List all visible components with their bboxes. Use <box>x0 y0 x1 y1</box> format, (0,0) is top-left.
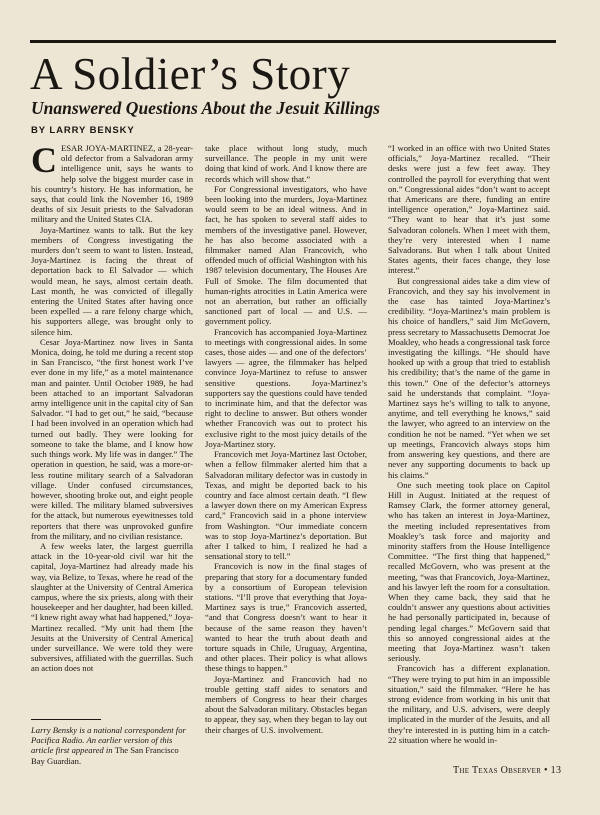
drop-cap: C <box>31 140 57 180</box>
paragraph: Francovich has accompanied Joya-Martinez to meetings with congressional aides. In some cases, those aides — and one of the defectors’ lawyers — agree, the filmmaker has helped convince Joya-Martinez to refuse to answer sensitive questions. Joya-Martinez’s supporters say the questions could have tended to incriminate him, and that the defector was right to decline to answer. But others wonder whether Francovich was out to protect his exclusive right to the most juicy details of the Joya-Martinez story. <box>205 326 367 449</box>
page-footer <box>453 765 561 776</box>
headline: A Soldier’s Story <box>30 49 351 99</box>
bio-divider <box>31 719 101 720</box>
paragraph: Cesar Joya-Martinez now lives in Santa Monica, doing, he told me during a recent stop in San Francisco, “the first honest work I’ve ever done in my life,” as a motel maintenance man and painter. Until October 1989, he had been attached to an important Salvadoran army intelligence unit in the capital city of San Salvador. “I had to get out,” he said, “because I had been involved in an operation which had turned out badly. They were looking for someone to take the blame, and I know how such things work. My life was in danger.” The operation in question, he said, was a more-or-less routine military search of a Salvadoran village. Under confused circumstances, however, shooting broke out, and eight people were killed. The military blamed subversives for the attack, but numerous eyewitnesses told reporters that there was unprovoked gunfire from the military, and no civilian resistance. <box>31 336 193 541</box>
paragraph: Joya-Martinez wants to talk. But the key members of Congress investigating the murders don’t seem to want to listen. Instead, Joya-Martinez is facing the threat of deportation back to El Salvador — which would mean, he says, almost certain death. Last month, he was convicted of illegally entering the United States after having once been expelled — a rare felony charge which, his supporters allege, was brought only to silence him. <box>31 224 193 337</box>
paragraph: A few weeks later, the largest guerrilla attack in the 10-year-old civil war hit the capital, Joya-Martinez had already made his way, via Belize, to Texas, where he read of the slaughter at the University of Central America campus, where the six priests, along with their housekeeper and her daughter, had been killed. “I knew right away what had happened,” Joya-Martinez recalled. “My unit had them [the Jesuits at the University of Central America] under surveillance. We were told they were subversives, affiliated with the guerrillas. Such an action does not <box>31 540 193 674</box>
column-1 <box>31 140 193 815</box>
paragraph: “I worked in an office with two United States officials,” Joya-Martinez recalled. “Their desks were just a few feet away. They controlled the payroll for everything that went on.” Congressional aides “don’t want to accept that Americans are there, funding an entire intelligence operation,” Joya-Martinez said. “They want to hear that it’s just some Salvadoran colonels. When I meet with them, they’re very interested when I name Salvadorans. But when I talk about United States agents, their faces change, they lose interest.” <box>388 143 550 276</box>
magazine-name: The Texas Observer <box>453 765 542 776</box>
paragraph-lead: CESAR JOYA-MARTINEZ, a 28-year-old defector from a Salvadoran army intelligence unit, says he wants to help solve the biggest murder case in his country’s history. He has information, he says, that could link the November 16, 1989 deaths of six Jesuit priests to the Salvadoran military and the United States CIA. <box>31 140 193 225</box>
paragraph: Joya-Martinez and Francovich had no trouble getting staff aides to senators and members of Congress to hear their charges about the Salvadoran military. Obstacles began to appear, they say, when they began to lay out their charges of U.S. involvement. <box>205 673 367 735</box>
footer-separator: • <box>544 765 551 776</box>
paragraph: One such meeting took place on Capitol Hill in August. Initiated at the request of Ramsey Clark, the former attorney general, who has taken an interest in Joya-Martinez, the meeting included representatives from Moakley’s task force and majority and minority staffers from the House Intelligence Committee. “The first thing that happened,” recalled McGovern, who was present at the meeting, “was that Francovich, Joya-Martinez, and his lawyer left the room for a consultation. When they came back, they said that he couldn’t answer any questions about activities he had personally participated in, because of pending legal charges.” McGovern said that this so annoyed congressional aides at the meeting that Joya-Martinez wasn’t taken seriously. <box>388 479 550 664</box>
top-rule <box>30 40 556 43</box>
paragraph: For Congressional investigators, who have been looking into the murders, Joya-Martinez would seem to be an ideal witness. And in fact, he has spoken to several staff aides to members of the investigative panel. However, he has also become associated with a filmmaker named Alan Francovich, who offended much of official Washington with his 1987 television documentary, The Houses Are Full of Smoke. The film documented that human-rights atrocities in Latin America were not an aberration, but rather an officially sanctioned part of local — and U.S. — government policy. <box>205 183 367 327</box>
paragraph: Francovich is now in the final stages of preparing that story for a documentary funded by a consortium of European television stations. “I’ll prove that everything that Joya-Martinez says is true,” Francovich asserted, “and that Congress doesn’t want to hear it because of the same reason they haven’t wanted to hear the truth about death and torture squads in Chile, Uruguay, Argentina, and other places. Their policy is what allows these things to happen.” <box>205 561 367 674</box>
author-bio <box>31 725 193 766</box>
byline: BY LARRY BENSKY <box>31 125 135 136</box>
paragraph: Francovich met Joya-Martinez last October, when a fellow filmmaker alerted him that a Salvadoran military defector was in custody in Texas, and might be deported back to his country and face almost certain death. “I flew a lawyer down there on my American Express card,” Francovich said in a phone interview from Washington. “Our immediate concern was to stop Joya-Martinez’s deportation. But after I talked to him, I realized he had a sensational story to tell.” <box>205 449 367 562</box>
column-2 <box>205 143 367 755</box>
column-1-body <box>31 140 193 674</box>
paragraph: take place without long study, much surveillance. The people in my unit were doing that kind of work. And I know there are records which will show that.” <box>205 143 367 184</box>
deck-subtitle: Unanswered Questions About the Jesuit Killings <box>31 98 380 118</box>
paragraph: Francovich has a different explanation. “They were trying to put him in an impossible situation,” said the filmmaker. “Here he has strong evidence from working in his unit that the military, and U.S. advisers, were deeply implicated in the murder of the Jesuits, and all they’re interested in is putting him in a catch-22 situation where he would in- <box>388 663 550 745</box>
column-3 <box>388 143 550 753</box>
bio-publication: The San Francisco Bay Guardian. <box>31 745 179 766</box>
page-number: 13 <box>550 765 562 776</box>
author-bio-text: Larry Bensky is a national correspondent for Pacifica Radio. An earlier version of this article first appeared in <box>31 725 186 756</box>
paragraph: But congressional aides take a dim view of Francovich, and they say his involvement in the case has tainted Joya-Martinez’s credibility. “Joya-Martinez’s main problem is his choice of handlers,” said Jim McGovern, press secretary to Massachusetts Democrat Joe Moakley, who heads a congressional task force investigating the killings. “He should have hooked up with a group that tried to establish his credibility; that’s the name of the game in this town.” One of the defector’s attorneys said he understands that complaint. “Joya-Martinez says he’s willing to talk to anyone, anytime, and tell everything he knows,” said the lawyer, who agreed to an interview on the condition he not be named. “Yet when we set up meetings, Francovich always stops him from answering key questions, and there are never any supporting documents to back up his claims.” <box>388 275 550 480</box>
